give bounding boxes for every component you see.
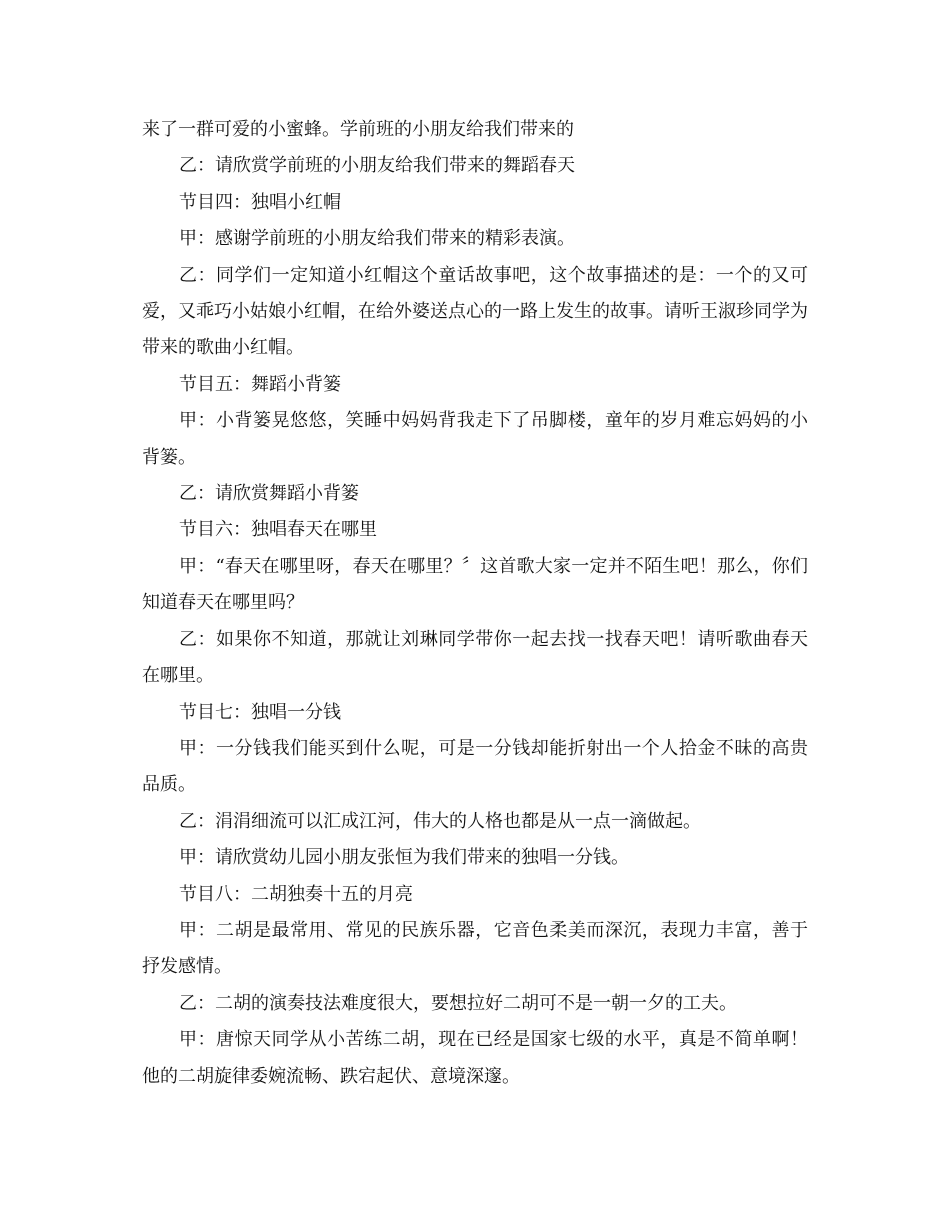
paragraph: 甲：请欣赏幼儿园小朋友张恒为我们带来的独唱一分钱。 [179,847,629,869]
paragraph: 乙：请欣赏舞蹈小背篓 [179,483,359,505]
paragraph: 乙：请欣赏学前班的小朋友给我们带来的舞蹈春天 [179,155,575,177]
paragraph-continuation: 来了一群可爱的小蜜蜂。学前班的小朋友给我们带来的 [142,119,574,140]
paragraph: 乙：同学们一定知道小红帽这个童话故事吧，这个故事描述的是：一个的又可爱，又乖巧小姑娘小红帽，在给外婆送点心的一路上发生的故事。请听王淑珍同学为带来的歌曲小红帽。 [142,264,808,359]
paragraph: 甲：“春天在哪里呀，春天在哪里？〞这首歌大家一定并不陌生吧！那么，你们知道春天在哪里吗？ [142,555,808,614]
program-heading: 节目七：独唱一分钱 [179,701,341,723]
paragraph: 甲：感谢学前班的小朋友给我们带来的精彩表演。 [179,228,575,250]
program-heading: 节目四：独唱小红帽 [179,191,341,213]
paragraph: 乙：二胡的演奏技法难度很大，要想拉好二胡可不是一朝一夕的工夫。 [179,992,737,1014]
paragraph: 甲：二胡是最常用、常见的民族乐器，它音色柔美而深沉，表现力丰富，善于抒发感情。 [142,919,808,978]
program-heading: 节目五：舞蹈小背篓 [179,373,341,395]
paragraph: 甲：小背篓晃悠悠，笑睡中妈妈背我走下了吊脚楼，童年的岁月难忘妈妈的小背篓。 [142,410,808,468]
paragraph: 甲：一分钱我们能买到什么呢，可是一分钱却能折射出一个人拾金不昧的高贵品质。 [142,737,808,796]
document-body [142,112,808,1095]
paragraph: 乙：涓涓细流可以汇成江河，伟大的人格也都是从一点一滴做起。 [179,810,701,832]
program-heading: 节目八：二胡独奏十五的月亮 [179,883,413,905]
paragraph: 乙：如果你不知道，那就让刘琳同学带你一起去找一找春天吧！请听歌曲春天在哪里。 [142,628,808,687]
program-heading: 节目六：独唱春天在哪里 [179,519,377,541]
paragraph: 甲：唐惊天同学从小苦练二胡，现在已经是国家七级的水平，真是不简单啊！他的二胡旋律委婉流畅、跌宕起伏、意境深邃。 [142,1029,808,1087]
